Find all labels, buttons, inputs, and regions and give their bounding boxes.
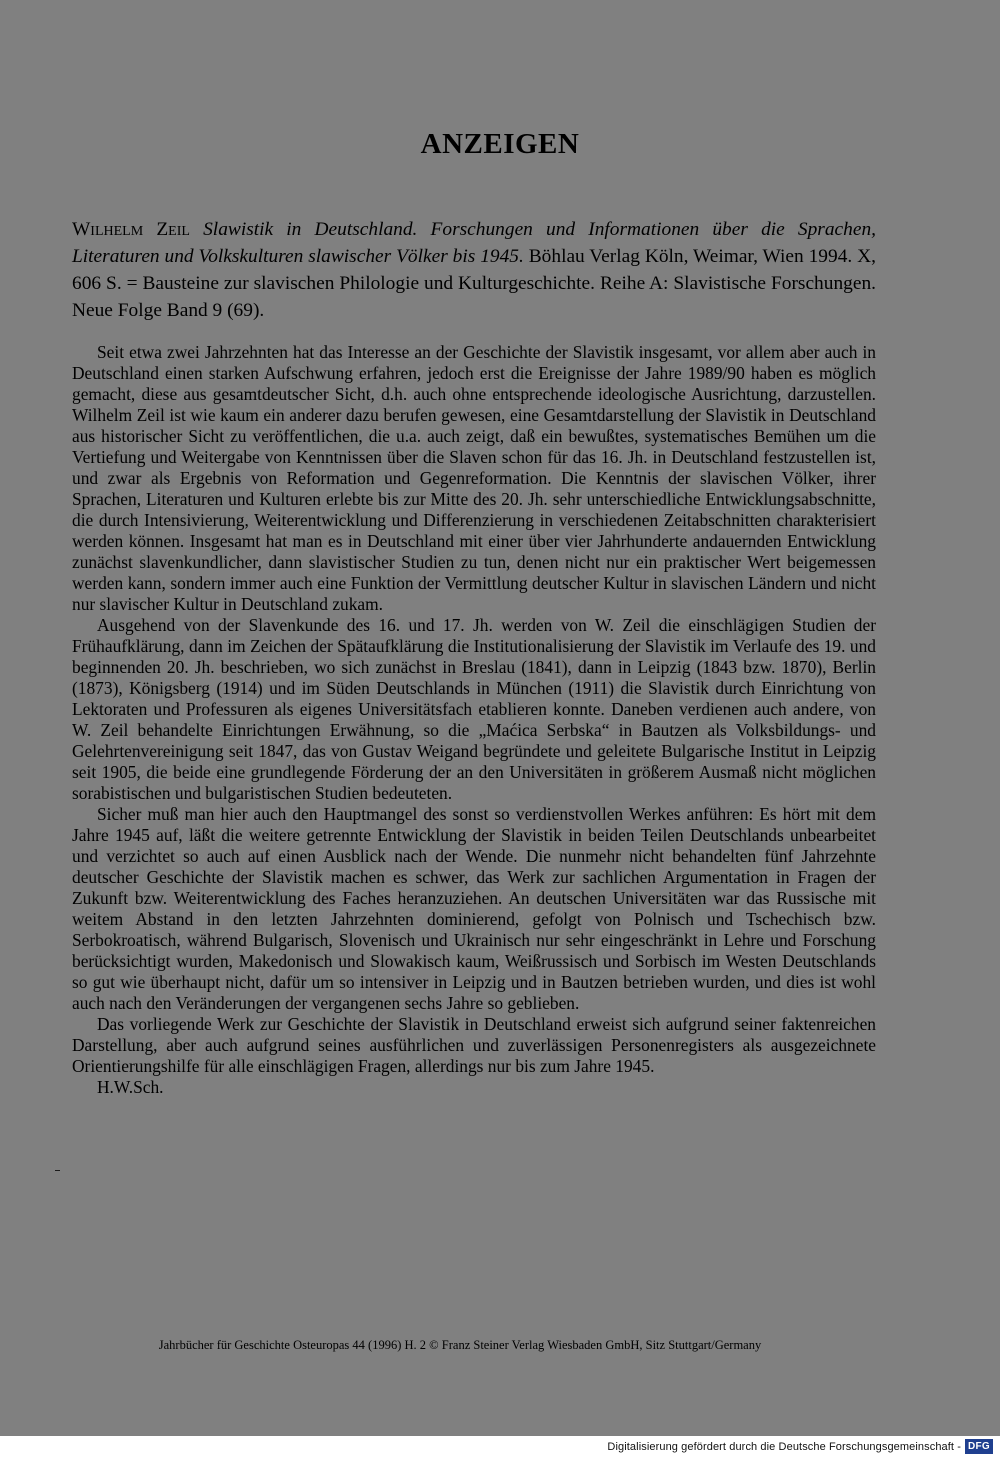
review-body: [72, 342, 876, 1098]
review-paragraph-4: Das vorliegende Werk zur Geschichte der Slavistik in Deutschland erweist sich aufgrund seiner faktenreichen Darstellung, aber auch aufgrund seines ausführlichen und zuverlässigen Personenregisters als ausgezeichnete Orientierungshilfe für alle einschlägigen Fragen, allerdings nur bis zum Jahre 1945.: [72, 1014, 876, 1076]
reviewer-signature: H.W.Sch.: [97, 1077, 164, 1097]
book-citation: [72, 216, 876, 324]
journal-footer: Jahrbücher für Geschichte Osteuropas 44 (1996) H. 2 © Franz Steiner Verlag Wiesbaden GmbH, Sitz Stuttgart/Germany: [158, 1338, 762, 1352]
citation-details: Böhlau Verlag Köln, Weimar, Wien 1994. X, 606 S. = Bausteine zur slavischen Philologie und Kulturgeschichte. Reihe A: Slavistische Forschungen. Neue Folge Band 9 (69).: [72, 246, 876, 321]
dfg-credit-text: Digitalisierung gefördert durch die Deutsche Forschungsgemeinschaft -: [607, 1441, 961, 1453]
section-heading: ANZEIGEN: [420, 128, 580, 160]
review-paragraph-3: Sicher muß man hier auch den Hauptmangel des sonst so verdienstvollen Werkes anführen: Es hört mit dem Jahre 1945 auf, läßt die weitere getrennte Entwicklung der Slavistik in beiden Teilen Deutschlands unbearbeitet und verzichtet so auch auf einen Ausblick nach der Wende. Die nunmehr nicht behandelten fünf Jahrzehnte deutscher Geschichte der Slavistik machen es schwer, das Werk zur sachlichen Argumentation in Fragen der Zukunft bzw. Weiterentwicklung des Faches heranzuziehen. An deutschen Universitäten war das Russische mit weitem Abstand in den letzten Jahrzehnten dominierend, gefolgt von Polnisch und Tschechisch bzw. Serbokroatisch, während Bulgarisch, Slovenisch und Ukrainisch nur sehr eingeschränkt in Lehre und Forschung berücksichtigt wurden, Makedonisch und Slowakisch kaum, Weißrussisch und Sorbisch im Westen Deutschlands so gut wie überhaupt nicht, dafür um so intensiver in Leipzig und in Bautzen betrieben wurden, und dies ist wohl auch nach den Veränderungen der vergangenen sechs Jahre so geblieben.: [72, 804, 876, 1013]
review-paragraph-1: Seit etwa zwei Jahrzehnten hat das Interesse an der Geschichte der Slavistik insgesamt, vor allem aber auch in Deutschland einen starken Aufschwung erfahren, jedoch erst die Ereignisse der Jahre 1989/90 haben es möglich gemacht, diese aus gesamtdeutscher Sicht, d.h. auch ohne entsprechende ideologische Ausrichtung, darzustellen. Wilhelm Zeil ist wie kaum ein anderer dazu berufen gewesen, eine Gesamtdarstellung der Slavistik in Deutschland aus historischer Sicht zu veröffentlichen, die u.a. auch zeigt, daß ein bewußtes, systematisches Bemühen um die Vertiefung und Weitergabe von Kenntnissen über die Slaven schon für das 16. Jh. in Deutschland festzustellen ist, und zwar als Ergebnis von Reformation und Gegenreformation. Die Kenntnis der slavischen Völker, ihrer Sprachen, Literaturen und Kulturen erlebte bis zur Mitte des 20. Jh. sehr unterschiedliche Entwicklungsabschnitte, die durch Intensivierung, Weiterentwicklung und Differenzierung in verschiedenen Zeitabschnitten charakterisiert werden können. Insgesamt hat man es in Deutschland mit einer über vier Jahrhunderte andauernden Entwicklung zunächst slavenkundlicher, dann slavistischer Studien zu tun, denen nicht nur ein praktischer Wert beigemessen werden kann, sondern immer auch eine Funktion der Vermittlung deutscher Kultur in slavischen Ländern und nicht nur slavischer Kultur in Deutschland zukam.: [72, 342, 876, 614]
citation-title: Slawistik in Deutschland. Forschungen und Informationen über die Sprachen, Literaturen und Volkskulturen slawischer Völker bis 1945.: [72, 219, 876, 267]
citation-author: Wilhelm Zeil: [72, 219, 190, 240]
dfg-logo-icon: DFG: [965, 1439, 993, 1454]
scan-artifact-mark: [55, 1170, 60, 1171]
review-paragraph-2: Ausgehend von der Slavenkunde des 16. und 17. Jh. werden von W. Zeil die einschlägigen Studien der Frühaufklärung, dann im Zeichen der Spätaufklärung die Institutionalisierung der Slavistik im Verlaufe des 19. und beginnenden 20. Jh. beschrieben, wo sich zunächst in Breslau (1841), dann in Leipzig (1843 bzw. 1870), Berlin (1873), Königsberg (1914) und im Süden Deutschlands in München (1911) die Slavistik durch Einrichtung von Lektoraten und Professuren als eigenes Universitätsfach etablieren konnte. Daneben verdienen auch andere, von W. Zeil behandelte Einrichtungen Erwähnung, so die „Maćica Serbska“ in Bautzen als Volksbildungs- und Gelehrtenvereinigung seit 1847, das von Gustav Weigand begründete und geleitete Bulgarische Institut in Leipzig seit 1905, die beide eine grundlegende Förderung der an den Universitäten in größerem Ausmaß nicht möglichen sorabistischen und bulgaristischen Studien bedeuteten.: [72, 615, 876, 803]
